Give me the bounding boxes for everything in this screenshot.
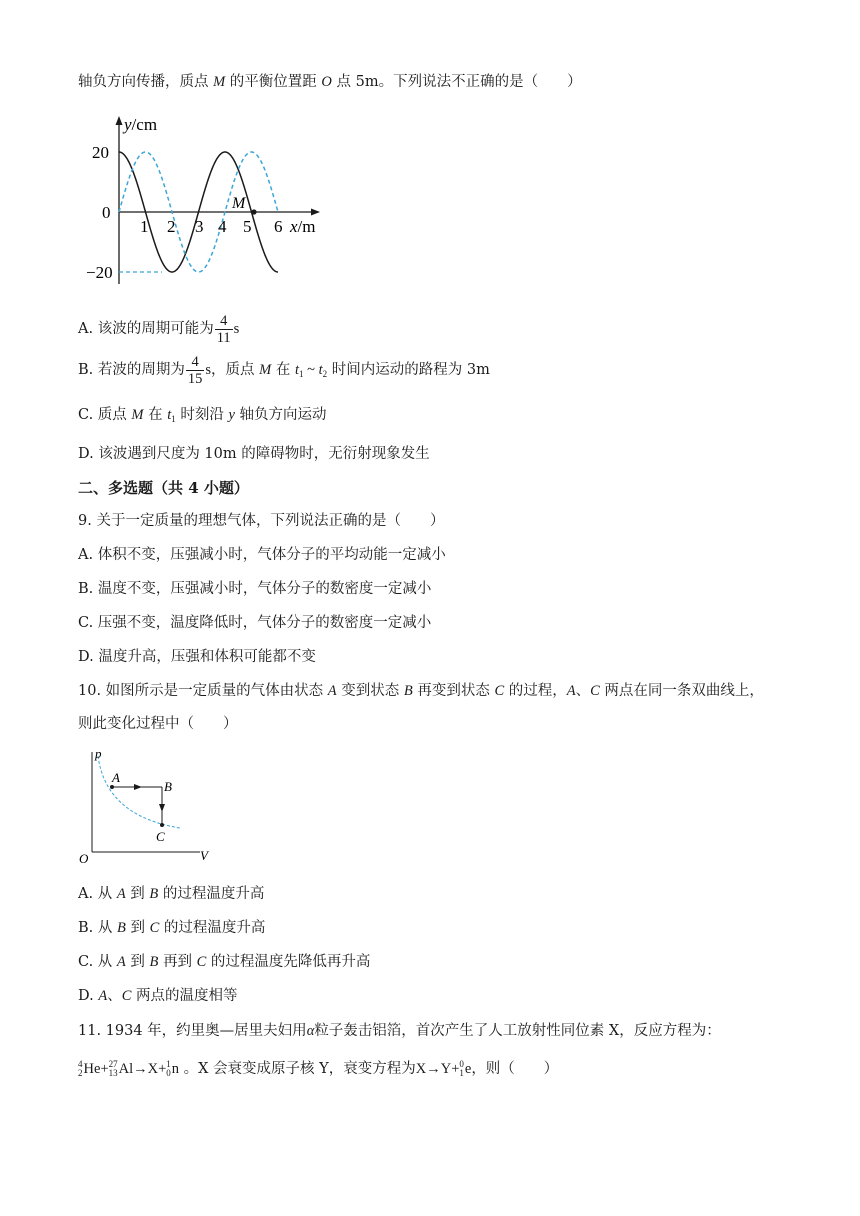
- q9-option-d: D. 温度升高，压强和体积可能都不变: [78, 649, 316, 665]
- unit: s: [205, 362, 212, 378]
- text: 再到: [158, 954, 197, 970]
- mass-number: 0: [459, 1059, 464, 1069]
- point-a: [110, 785, 114, 789]
- var-c: C: [590, 683, 600, 699]
- q9-option-a: A. 体积不变，压强减小时，气体分子的平均动能一定减小: [78, 547, 446, 563]
- var-b: B: [116, 920, 126, 936]
- text: 、: [575, 683, 591, 699]
- var-a: A: [116, 886, 126, 902]
- text: 的过程温度升高: [159, 920, 266, 936]
- x-tick-1: 1: [140, 217, 149, 236]
- text: A. 该波的周期可能为: [78, 321, 214, 337]
- var-o: O: [321, 74, 332, 90]
- text: 的过程温度先降低再升高: [206, 954, 371, 970]
- q8-option-b: [78, 353, 490, 391]
- atomic-number: 1: [459, 1068, 464, 1078]
- point-c: [160, 823, 164, 827]
- mass-number: 4: [78, 1059, 83, 1069]
- var-c: C: [494, 683, 505, 699]
- e-symbol: e: [464, 1061, 472, 1077]
- y-tick-neg20: −20: [86, 263, 113, 282]
- n-nuclide: [166, 1060, 171, 1078]
- q9-option-c: C. 压强不变，温度降低时，气体分子的数密度一定减小: [78, 615, 432, 631]
- q10-stem-line1: [78, 681, 764, 701]
- q10-option-d: [78, 986, 237, 1006]
- var-t: t: [318, 362, 323, 378]
- x-tick-6: 6: [274, 217, 283, 236]
- text: 到: [125, 954, 150, 970]
- text: 到: [125, 920, 150, 936]
- text: 在: [143, 407, 168, 423]
- point-b-label: B: [164, 779, 172, 794]
- y-tick-0: 0: [102, 203, 111, 222]
- unit: s: [233, 321, 240, 337]
- al-symbol: Al: [118, 1061, 134, 1077]
- y-tick-20: 20: [92, 143, 109, 162]
- var-t: t: [294, 362, 299, 378]
- pv-graph: [76, 746, 216, 868]
- var-c: C: [196, 954, 207, 970]
- q10-option-a: [78, 884, 264, 904]
- var-y: y: [228, 407, 235, 423]
- fraction: [186, 354, 205, 387]
- al-nuclide: [109, 1060, 118, 1078]
- denominator: 11: [216, 329, 231, 346]
- var-m: M: [131, 407, 144, 423]
- var-c: C: [149, 920, 160, 936]
- q9-stem: 9. 关于一定质量的理想气体，下列说法正确的是（ ）: [78, 513, 445, 529]
- text: 11. 1934 年，约里奥—居里夫妇用: [78, 1023, 307, 1039]
- var-b: B: [403, 683, 413, 699]
- var-b: B: [149, 886, 159, 902]
- x-axis-label: x/m: [290, 217, 316, 236]
- y-axis-label: y/cm: [124, 115, 158, 134]
- subscript: 2: [322, 369, 328, 379]
- he-nuclide: [78, 1060, 83, 1078]
- text: 点 5m。下列说法不正确的是（ ）: [331, 74, 582, 90]
- text: 轴负方向传播，质点: [78, 74, 214, 90]
- text: C. 质点: [78, 407, 132, 423]
- var-m: M: [213, 74, 226, 90]
- v-axis-label: V: [200, 848, 208, 863]
- text: 的过程，: [504, 683, 567, 699]
- text: 的平衡位置距: [225, 74, 322, 90]
- text: 在: [271, 362, 295, 378]
- text: 时间内运动的路程为 3m: [327, 362, 490, 378]
- arrow-bc: [159, 804, 165, 812]
- text: 到: [125, 886, 150, 902]
- mass-number: 1: [166, 1059, 171, 1069]
- q8-stem: [78, 72, 582, 92]
- x-tick-4: 4: [218, 217, 227, 236]
- x-tick-3: 3: [195, 217, 204, 236]
- arrow-ab: [134, 784, 142, 790]
- text: 的过程温度升高: [158, 886, 265, 902]
- x-tick-5: 5: [243, 217, 252, 236]
- denominator: 15: [187, 370, 203, 387]
- var-m: M: [259, 362, 272, 378]
- text: 再变到状态: [412, 683, 495, 699]
- he-symbol: He: [83, 1061, 101, 1077]
- wave-graph: [82, 112, 342, 288]
- point-c-label: C: [156, 829, 165, 844]
- q8-option-d: D. 该波遇到尺度为 10m 的障碍物时，无衍射现象发生: [78, 446, 430, 462]
- var-a: A: [98, 988, 108, 1004]
- text: 10. 如图所示是一定质量的气体由状态: [78, 683, 328, 699]
- numerator: 4: [186, 354, 205, 371]
- y-axis-arrow: [116, 116, 123, 125]
- point-a-label: A: [112, 770, 120, 785]
- text: B. 从: [78, 920, 117, 936]
- plus: +: [100, 1061, 109, 1077]
- atomic-number: 2: [78, 1068, 83, 1078]
- text: D.: [78, 988, 99, 1004]
- text: ，质点: [211, 362, 260, 378]
- q9-option-b: B. 温度不变，压强减小时，气体分子的数密度一定减小: [78, 581, 432, 597]
- point-m-label: M: [232, 195, 246, 212]
- q11-stem-line2: [78, 1056, 558, 1082]
- e-nuclide: [459, 1060, 464, 1078]
- text: B. 若波的周期为: [78, 362, 185, 378]
- var-c: C: [121, 988, 132, 1004]
- fraction: [215, 313, 233, 346]
- mass-number: 27: [108, 1059, 118, 1069]
- text: 轴负方向运动: [234, 407, 327, 423]
- text: A. 从: [78, 886, 117, 902]
- alpha-symbol: α: [306, 1023, 315, 1039]
- text: C. 从: [78, 954, 117, 970]
- var-a: A: [566, 683, 576, 699]
- text: ，则（ ）: [471, 1061, 559, 1077]
- var-a: A: [327, 683, 337, 699]
- var-b: B: [149, 954, 159, 970]
- section-heading: 二、多选题（共 4 小题）: [78, 479, 249, 497]
- x-axis-arrow: [311, 209, 320, 216]
- q10-option-c: [78, 952, 370, 972]
- var-a: A: [116, 954, 126, 970]
- text: 粒子轰击铝箔，首次产生了人工放射性同位素 X，反应方程为：: [314, 1023, 721, 1039]
- n-symbol: n: [171, 1061, 180, 1077]
- reaction-arrow: →X+: [133, 1061, 167, 1077]
- origin-label: O: [79, 851, 89, 866]
- decay-equation: X→Y+: [415, 1061, 460, 1077]
- numerator: 4: [215, 313, 233, 330]
- text: 变到状态: [336, 683, 404, 699]
- var-t: t: [167, 407, 172, 423]
- text: ~: [303, 362, 319, 378]
- point-m: [251, 209, 256, 214]
- p-axis-label: p: [95, 746, 102, 761]
- x-tick-2: 2: [167, 217, 176, 236]
- q8-option-c: [78, 405, 327, 429]
- text: 、: [107, 988, 122, 1004]
- text: 两点的温度相等: [131, 988, 238, 1004]
- subscript: 1: [171, 414, 176, 424]
- q11-stem-line1: [78, 1021, 721, 1041]
- atomic-number: 0: [166, 1068, 171, 1078]
- q10-option-b: [78, 918, 265, 938]
- q10-stem-line2: 则此变化过程中（ ）: [78, 716, 238, 732]
- atomic-number: 13: [108, 1068, 118, 1078]
- q8-option-a: [78, 312, 239, 346]
- subscript: 1: [298, 369, 304, 379]
- text: 时刻沿: [175, 407, 229, 423]
- text: 。X 会衰变成原子核 Y，衰变方程为: [179, 1061, 416, 1077]
- text: 两点在同一条双曲线上，: [599, 683, 764, 699]
